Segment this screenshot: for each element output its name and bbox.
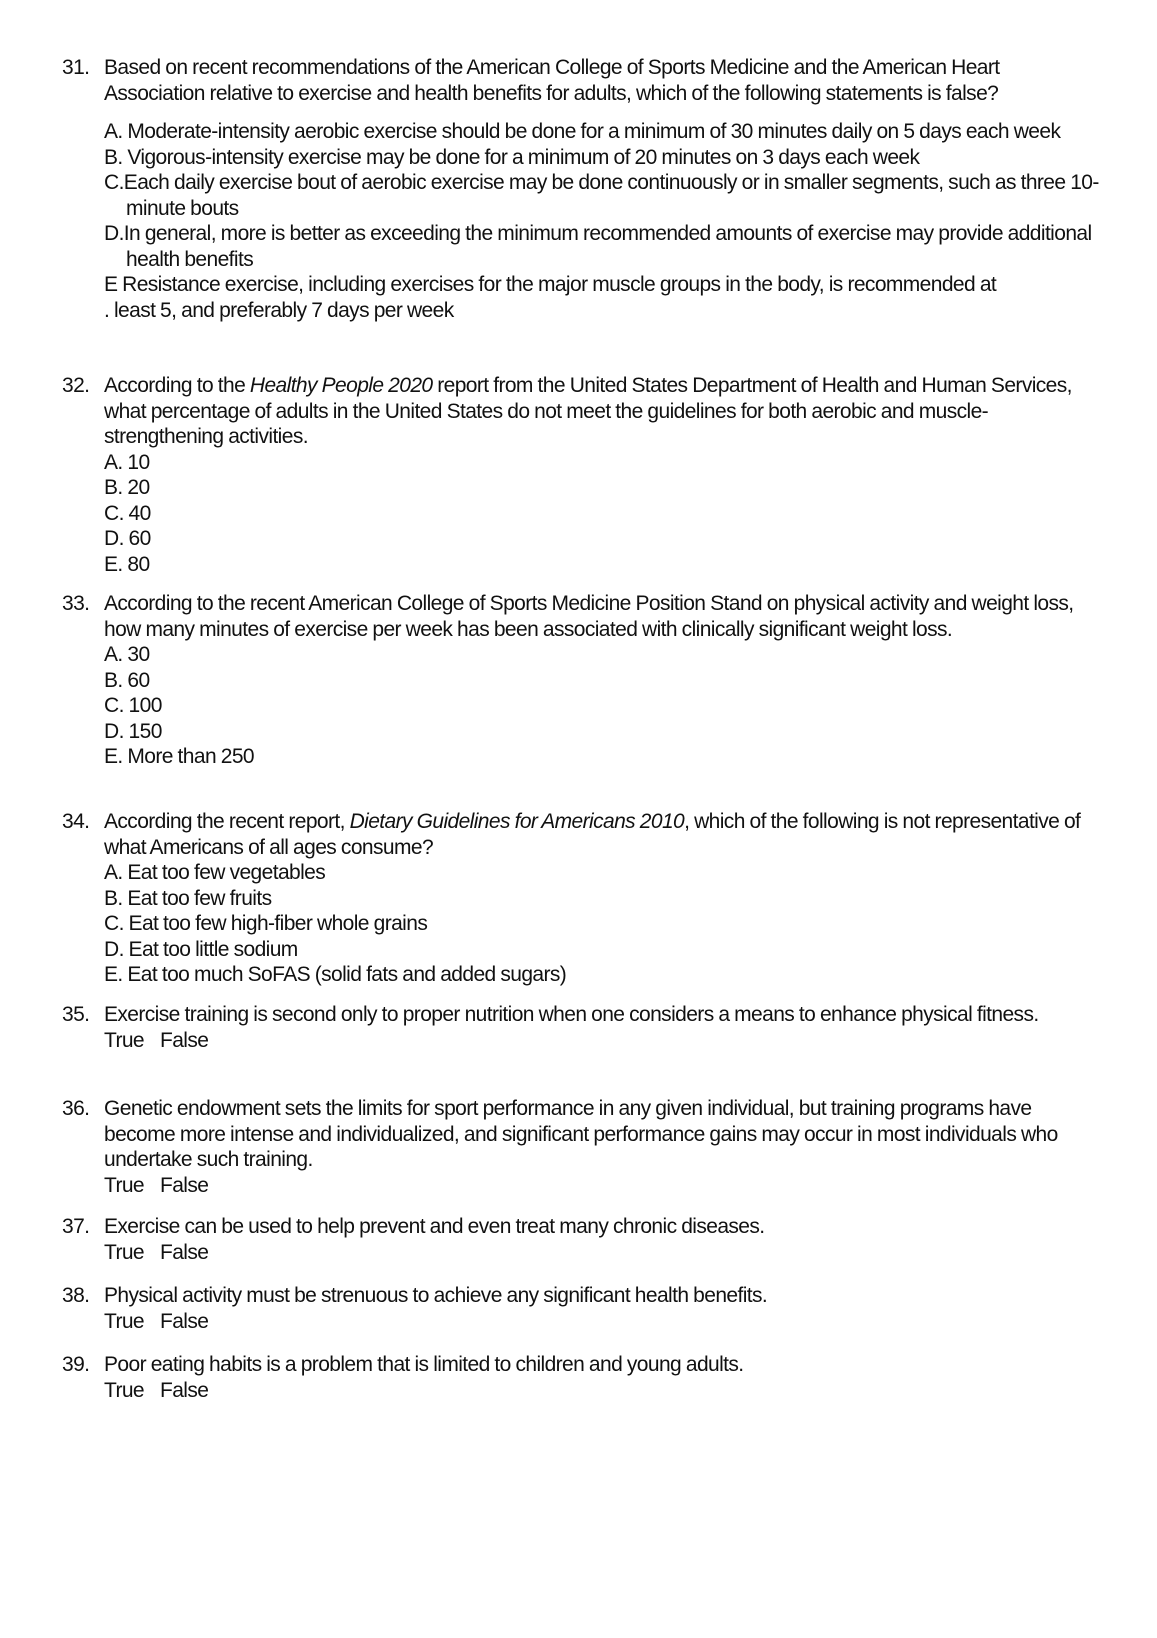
question-37 — [62, 1214, 1102, 1265]
option-e: E Resistance exercise, including exercises for the major muscle groups in the body, is recommended at — [104, 273, 997, 296]
question-34 — [62, 809, 1102, 988]
option-e: E. More than 250 — [104, 745, 254, 768]
question-text: Exercise can be used to help prevent and even treat many chronic diseases. — [104, 1215, 765, 1238]
question-text: Poor eating habits is a problem that is limited to children and young adults. — [104, 1353, 744, 1376]
option-list — [104, 119, 1102, 323]
question-number: 36. — [62, 1097, 90, 1120]
false-choice: False — [160, 1240, 209, 1264]
question-35 — [62, 1002, 1102, 1053]
question-33 — [62, 591, 1102, 770]
question-text-start: According the recent report, — [104, 810, 350, 833]
question-text: Genetic endowment sets the limits for sport performance in any given individual, but training programs have become more intense and individualized, and significant performance gains may occur in most individuals who undertake such training. — [104, 1097, 1058, 1171]
option-c: C. 100 — [104, 694, 162, 717]
question-text: Exercise training is second only to proper nutrition when one considers a means to enhance physical fitness. — [104, 1003, 1039, 1026]
option-d: D. Eat too little sodium — [104, 937, 298, 961]
option-b: B. Eat too few fruits — [104, 886, 272, 910]
option-d: D.In general, more is better as exceeding the minimum recommended amounts of exercise may provide additional health benefits — [104, 222, 1092, 271]
question-number: 39. — [62, 1353, 90, 1376]
true-false-choices — [104, 1028, 1102, 1054]
option-c: C. 40 — [104, 501, 151, 525]
question-39 — [62, 1352, 1102, 1403]
question-number: 35. — [62, 1003, 90, 1026]
question-text: Physical activity must be strenuous to achieve any significant health benefits. — [104, 1284, 768, 1307]
option-a: A. 30 — [104, 643, 150, 666]
question-text-end: , which of the following is not representative of what Americans of all ages consume? — [104, 810, 1081, 859]
question-number: 31. — [62, 56, 90, 79]
option-e: E. 80 — [104, 552, 150, 576]
true-false-choices — [104, 1240, 1102, 1266]
option-b: B. 20 — [104, 476, 150, 499]
false-choice: False — [160, 1173, 209, 1197]
option-b: B. Vigorous-intensity exercise may be done for a minimum of 20 minutes on 3 days each week — [104, 145, 920, 169]
question-38 — [62, 1283, 1102, 1334]
false-choice: False — [160, 1028, 209, 1052]
question-31 — [62, 55, 1102, 323]
option-d: D. 150 — [104, 719, 162, 743]
option-e-continued: . least 5, and preferably 7 days per week — [104, 298, 454, 322]
question-number: 38. — [62, 1284, 90, 1307]
option-c: C. Eat too few high-fiber whole grains — [104, 912, 428, 935]
option-a: A. Eat too few vegetables — [104, 861, 326, 884]
option-list — [104, 860, 1102, 988]
true-choice: True — [104, 1309, 144, 1333]
question-text: Based on recent recommendations of the American College of Sports Medicine and the American Heart Association relative to exercise and health benefits for adults, which of the following statements is false? — [104, 56, 1000, 105]
question-text-end: report from the United States Department of Health and Human Services, what percentage of adults in the United States do not meet the guidelines for both aerobic and muscle-strengthening activities. — [104, 374, 1072, 448]
question-text: According to the recent American College of Sports Medicine Position Stand on physical activity and weight loss, how many minutes of exercise per week has been associated with clinically significant weight loss. — [104, 592, 1074, 641]
option-d: D. 60 — [104, 527, 151, 550]
true-false-choices — [104, 1309, 1102, 1335]
option-b: B. 60 — [104, 668, 150, 692]
true-false-choices — [104, 1378, 1102, 1404]
question-text — [104, 373, 1102, 450]
true-choice: True — [104, 1028, 144, 1052]
question-number: 34. — [62, 810, 90, 833]
true-false-choices — [104, 1173, 1102, 1199]
question-number: 33. — [62, 592, 90, 615]
question-number: 37. — [62, 1215, 90, 1238]
question-text — [104, 809, 1102, 860]
option-a: A. Moderate-intensity aerobic exercise should be done for a minimum of 30 minutes daily on 5 days each week — [104, 120, 1061, 143]
option-c: C.Each daily exercise bout of aerobic exercise may be done continuously or in smaller segments, such as three 10-minute bouts — [104, 171, 1099, 220]
report-title: Dietary Guidelines for Americans 2010 — [349, 810, 685, 833]
option-e: E. Eat too much SoFAS (solid fats and added sugars) — [104, 963, 567, 986]
option-list — [104, 450, 1102, 578]
false-choice: False — [160, 1309, 209, 1333]
option-list — [104, 642, 1102, 770]
question-number: 32. — [62, 374, 90, 397]
true-choice: True — [104, 1240, 144, 1264]
question-32 — [62, 373, 1102, 577]
question-text-start: According to the — [104, 374, 250, 397]
question-36 — [62, 1096, 1102, 1198]
option-a: A. 10 — [104, 450, 150, 474]
false-choice: False — [160, 1378, 209, 1402]
report-title: Healthy People 2020 — [249, 374, 433, 397]
true-choice: True — [104, 1173, 144, 1197]
true-choice: True — [104, 1378, 144, 1402]
